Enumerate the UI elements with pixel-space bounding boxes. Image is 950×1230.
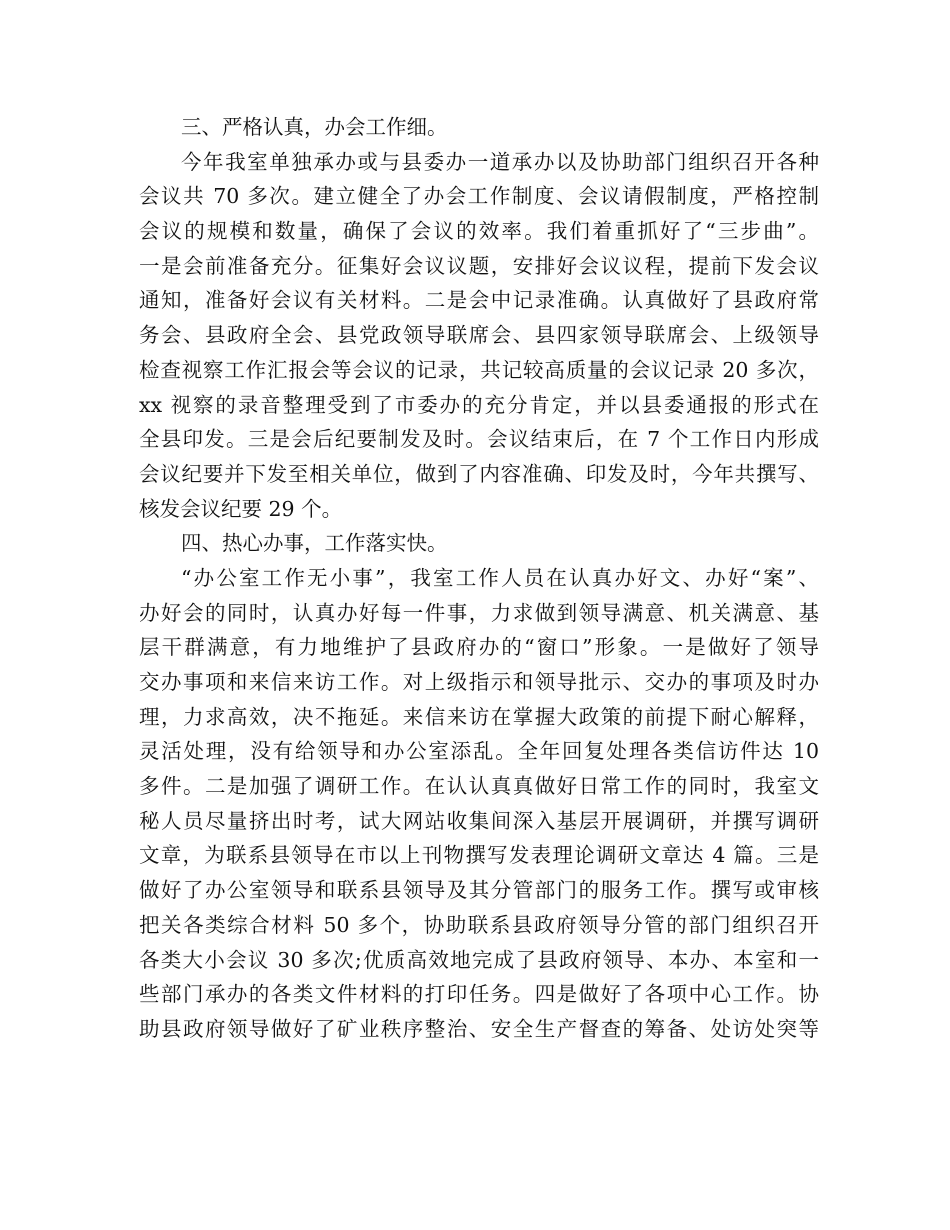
- text-line: 会议的规模和数量，确保了会议的效率。我们着重抓好了“三步曲”。: [139, 219, 819, 244]
- text-line: 文章，为联系县领导在市以上刊物撰写发表理论调研文章达 4 篇。三是: [139, 843, 819, 868]
- text-line: 灵活处理，没有给领导和办公室添乱。全年回复处理各类信访件达 10: [139, 739, 819, 764]
- text-line: 层干群满意，有力地维护了县政府办的“窗口”形象。一是做好了领导: [139, 635, 819, 660]
- text-line: 核发会议纪要 29 个。: [139, 496, 343, 521]
- text-line: xx 视察的录音整理受到了市委办的充分肯定，并以县委通报的形式在: [139, 392, 819, 417]
- text-line: 四、热心办事，工作落实快。: [181, 531, 448, 556]
- text-line: 全县印发。三是会后纪要制发及时。会议结束后，在 7 个工作日内形成: [139, 427, 819, 452]
- text-line: 今年我室单独承办或与县委办一道承办以及协助部门组织召开各种: [181, 149, 819, 174]
- text-line: 秘人员尽量挤出时考，试大网站收集间深入基层开展调研，并撰写调研: [139, 808, 819, 833]
- text-line: 一是会前准备充分。征集好会议议题，安排好会议议程，提前下发会议: [139, 253, 819, 278]
- text-line: 检查视察工作汇报会等会议的记录，共记较高质量的会议记录 20 多次，: [139, 357, 819, 382]
- text-line: 助县政府领导做好了矿业秩序整治、安全生产督查的筹备、处访处突等: [139, 1016, 819, 1041]
- text-line: 务会、县政府全会、县党政领导联席会、县四家领导联席会、上级领导: [139, 323, 819, 348]
- text-line: 通知，准备好会议有关材料。二是会中记录准确。认真做好了县政府常: [139, 288, 819, 313]
- document-body: [139, 110, 819, 1047]
- text-line: 多件。二是加强了调研工作。在认认真真做好日常工作的同时，我室文: [139, 774, 819, 799]
- text-line: 些部门承办的各类文件材料的打印任务。四是做好了各项中心工作。协: [139, 982, 819, 1007]
- text-line: 办好会的同时，认真办好每一件事，力求做到领导满意、机关满意、基: [139, 600, 819, 625]
- text-line: “办公室工作无小事”，我室工作人员在认真办好文、办好“案”、: [181, 565, 819, 590]
- text-line: 会议共 70 多次。建立健全了办会工作制度、会议请假制度，严格控制: [139, 184, 819, 209]
- text-line: 会议纪要并下发至相关单位，做到了内容准确、印发及时，今年共撰写、: [139, 461, 819, 486]
- text-line: 做好了办公室领导和联系县领导及其分管部门的服务工作。撰写或审核: [139, 878, 819, 903]
- text-line: 把关各类综合材料 50 多个，协助联系县政府领导分管的部门组织召开: [139, 912, 819, 937]
- text-line: 各类大小会议 30 多次;优质高效地完成了县政府领导、本办、本室和一: [139, 947, 819, 972]
- text-line: 理，力求高效，决不拖延。来信来访在掌握大政策的前提下耐心解释，: [139, 704, 819, 729]
- text-line: 交办事项和来信来访工作。对上级指示和领导批示、交办的事项及时办: [139, 670, 819, 694]
- text-line: 三、严格认真，办会工作细。: [181, 115, 448, 139]
